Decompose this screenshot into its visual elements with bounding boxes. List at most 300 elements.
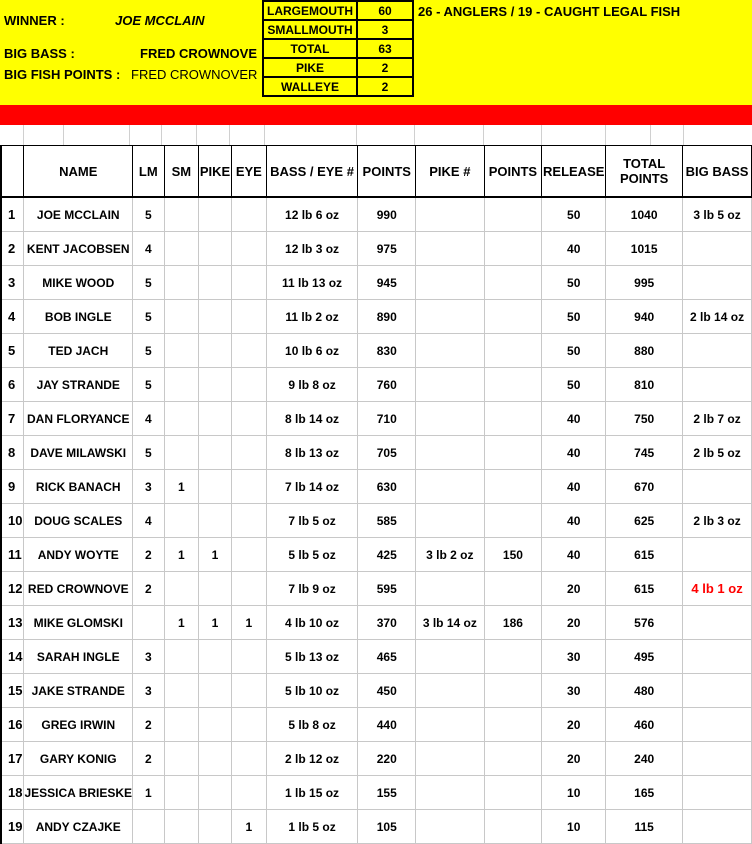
name-cell: JESSICA BRIESKE <box>24 776 133 810</box>
sm-cell <box>164 368 198 402</box>
pike-cell <box>199 572 232 606</box>
eye-cell: 1 <box>231 810 266 844</box>
release-cell: 10 <box>542 810 606 844</box>
eye-cell <box>231 742 266 776</box>
stats-row <box>263 20 413 39</box>
pike-weight-cell <box>416 742 484 776</box>
pike-cell <box>199 436 232 470</box>
release-cell: 20 <box>542 606 606 640</box>
pike-weight-cell <box>416 266 484 300</box>
header-row <box>1 146 752 198</box>
pike-weight-cell <box>416 572 484 606</box>
pike-weight-cell <box>416 368 484 402</box>
rank-cell: 2 <box>1 232 24 266</box>
eye-cell <box>231 368 266 402</box>
points-cell: 220 <box>358 742 416 776</box>
stat-label: SMALLMOUTH <box>263 20 357 39</box>
total-points-cell: 240 <box>606 742 683 776</box>
table-row <box>1 640 752 674</box>
points-cell: 710 <box>358 402 416 436</box>
blank-grid-row <box>0 125 752 145</box>
eye-cell <box>231 504 266 538</box>
big-bass-cell <box>683 334 752 368</box>
big-bass-cell: 2 lb 3 oz <box>683 504 752 538</box>
stat-label: TOTAL <box>263 39 357 58</box>
big-bass-cell <box>683 742 752 776</box>
big-bass-cell <box>683 640 752 674</box>
rank-cell: 9 <box>1 470 24 504</box>
rank-cell: 1 <box>1 197 24 232</box>
bass-eye-weight-cell: 12 lb 6 oz <box>266 197 358 232</box>
big-bass-cell: 2 lb 7 oz <box>683 402 752 436</box>
pike-cell <box>199 300 232 334</box>
table-row <box>1 232 752 266</box>
lm-header: LM <box>133 146 165 198</box>
pike-cell <box>199 776 232 810</box>
pike-weight-cell <box>416 232 484 266</box>
pike-points-cell <box>484 300 542 334</box>
points-cell: 585 <box>358 504 416 538</box>
bass-eye-weight-cell: 4 lb 10 oz <box>266 606 358 640</box>
table-row <box>1 776 752 810</box>
stats-row <box>263 77 413 96</box>
release-cell: 40 <box>542 402 606 436</box>
big-bass-cell <box>683 810 752 844</box>
pike-points-cell <box>484 368 542 402</box>
sm-cell <box>164 300 198 334</box>
pike-points-cell <box>484 334 542 368</box>
eye-cell <box>231 708 266 742</box>
points-cell: 105 <box>358 810 416 844</box>
lm-cell: 5 <box>133 368 165 402</box>
pike-cell <box>199 470 232 504</box>
lm-cell: 4 <box>133 504 165 538</box>
bass-eye-weight-cell: 1 lb 5 oz <box>266 810 358 844</box>
bass-eye-weight-cell: 8 lb 14 oz <box>266 402 358 436</box>
name-cell: KENT JACOBSEN <box>24 232 133 266</box>
pike-points-cell <box>484 810 542 844</box>
rank-cell: 5 <box>1 334 24 368</box>
points-cell: 705 <box>358 436 416 470</box>
lm-cell: 2 <box>133 708 165 742</box>
name-cell: DAN FLORYANCE <box>24 402 133 436</box>
total-points-cell: 615 <box>606 538 683 572</box>
sm-cell <box>164 504 198 538</box>
points-cell: 465 <box>358 640 416 674</box>
lm-cell: 5 <box>133 436 165 470</box>
lm-cell: 2 <box>133 538 165 572</box>
bass-eye-weight-cell: 11 lb 13 oz <box>266 266 358 300</box>
pike-points-cell <box>484 470 542 504</box>
points-cell: 370 <box>358 606 416 640</box>
results-table <box>0 145 752 844</box>
pike-points-cell <box>484 232 542 266</box>
table-row <box>1 402 752 436</box>
points-cell: 155 <box>358 776 416 810</box>
bass-eye-weight-cell: 5 lb 8 oz <box>266 708 358 742</box>
table-row <box>1 334 752 368</box>
pike-weight-header: PIKE # <box>416 146 484 198</box>
sm-header: SM <box>164 146 198 198</box>
pike-cell <box>199 266 232 300</box>
release-cell: 50 <box>542 368 606 402</box>
table-row <box>1 674 752 708</box>
pike-cell <box>199 810 232 844</box>
release-cell: 20 <box>542 708 606 742</box>
eye-cell <box>231 300 266 334</box>
eye-cell <box>231 572 266 606</box>
pike-weight-cell <box>416 470 484 504</box>
total-points-cell: 880 <box>606 334 683 368</box>
name-cell: JAY STRANDE <box>24 368 133 402</box>
points-cell: 830 <box>358 334 416 368</box>
eye-cell <box>231 470 266 504</box>
rank-cell: 12 <box>1 572 24 606</box>
sm-cell <box>164 197 198 232</box>
release-cell: 40 <box>542 538 606 572</box>
release-header: RELEASE <box>542 146 606 198</box>
sm-cell <box>164 708 198 742</box>
lm-cell: 5 <box>133 334 165 368</box>
points-cell: 595 <box>358 572 416 606</box>
total-points-cell: 940 <box>606 300 683 334</box>
lm-cell: 3 <box>133 674 165 708</box>
bass-eye-weight-cell: 1 lb 15 oz <box>266 776 358 810</box>
name-cell: GREG IRWIN <box>24 708 133 742</box>
pike-weight-cell <box>416 776 484 810</box>
rank-cell: 6 <box>1 368 24 402</box>
total-points-cell: 745 <box>606 436 683 470</box>
sm-cell <box>164 402 198 436</box>
big-fish-points-name: FRED CROWNOVER <box>131 67 258 82</box>
sm-cell <box>164 334 198 368</box>
stats-table <box>262 0 414 97</box>
name-cell: BOB INGLE <box>24 300 133 334</box>
pike-header: PIKE <box>199 146 232 198</box>
total-points-cell: 625 <box>606 504 683 538</box>
eye-cell: 1 <box>231 606 266 640</box>
lm-cell: 2 <box>133 572 165 606</box>
lm-cell: 1 <box>133 776 165 810</box>
name-cell: JAKE STRANDE <box>24 674 133 708</box>
pike-points-cell <box>484 197 542 232</box>
name-cell: RED CROWNOVE <box>24 572 133 606</box>
total-points-cell: 995 <box>606 266 683 300</box>
release-cell: 50 <box>542 300 606 334</box>
release-cell: 50 <box>542 197 606 232</box>
table-row <box>1 266 752 300</box>
pike-cell <box>199 334 232 368</box>
pike-weight-cell <box>416 708 484 742</box>
lm-cell: 3 <box>133 470 165 504</box>
pike-cell <box>199 368 232 402</box>
pike-points-cell <box>484 572 542 606</box>
total-points-cell: 460 <box>606 708 683 742</box>
pike-cell <box>199 708 232 742</box>
table-row <box>1 436 752 470</box>
rank-cell: 16 <box>1 708 24 742</box>
total-points-cell: 576 <box>606 606 683 640</box>
red-divider <box>0 105 752 125</box>
stats-row <box>263 58 413 77</box>
sm-cell <box>164 674 198 708</box>
big-bass-header: BIG BASS <box>683 146 752 198</box>
big-bass-cell <box>683 266 752 300</box>
total-points-cell: 810 <box>606 368 683 402</box>
points-cell: 975 <box>358 232 416 266</box>
sm-cell <box>164 810 198 844</box>
pike-points-cell <box>484 504 542 538</box>
sm-cell <box>164 572 198 606</box>
lm-cell: 3 <box>133 640 165 674</box>
pike-weight-cell <box>416 810 484 844</box>
pike-points-cell <box>484 436 542 470</box>
rank-cell: 19 <box>1 810 24 844</box>
pike-weight-cell <box>416 197 484 232</box>
release-cell: 40 <box>542 436 606 470</box>
eye-cell <box>231 402 266 436</box>
big-bass-cell <box>683 674 752 708</box>
total-points-cell: 165 <box>606 776 683 810</box>
stat-label: WALLEYE <box>263 77 357 96</box>
bass-eye-weight-cell: 7 lb 9 oz <box>266 572 358 606</box>
bass-eye-weight-cell: 2 lb 12 oz <box>266 742 358 776</box>
table-row <box>1 810 752 844</box>
name-cell: ANDY CZAJKE <box>24 810 133 844</box>
sm-cell: 1 <box>164 538 198 572</box>
table-row <box>1 504 752 538</box>
total-points-cell: 480 <box>606 674 683 708</box>
release-cell: 50 <box>542 266 606 300</box>
rank-cell: 15 <box>1 674 24 708</box>
bass-eye-weight-cell: 11 lb 2 oz <box>266 300 358 334</box>
name-cell: JOE MCCLAIN <box>24 197 133 232</box>
eye-cell <box>231 776 266 810</box>
lm-cell: 5 <box>133 197 165 232</box>
total-points-cell: 1040 <box>606 197 683 232</box>
lm-cell <box>133 810 165 844</box>
total-points-cell: 1015 <box>606 232 683 266</box>
pike-cell <box>199 197 232 232</box>
total-points-header: TOTAL POINTS <box>606 146 683 198</box>
points-cell: 890 <box>358 300 416 334</box>
rank-cell: 8 <box>1 436 24 470</box>
lm-cell: 2 <box>133 742 165 776</box>
stat-label: PIKE <box>263 58 357 77</box>
lm-cell: 4 <box>133 402 165 436</box>
pike-weight-cell <box>416 300 484 334</box>
pike-weight-cell <box>416 674 484 708</box>
pike-points-cell <box>484 266 542 300</box>
points-cell: 945 <box>358 266 416 300</box>
big-bass-cell <box>683 538 752 572</box>
total-points-cell: 670 <box>606 470 683 504</box>
big-bass-cell: 2 lb 14 oz <box>683 300 752 334</box>
pike-cell <box>199 742 232 776</box>
release-cell: 30 <box>542 674 606 708</box>
eye-cell <box>231 232 266 266</box>
stat-value: 63 <box>357 39 413 58</box>
table-row <box>1 470 752 504</box>
pike-cell <box>199 232 232 266</box>
winner-name: JOE MCCLAIN <box>115 13 205 28</box>
rank-cell: 17 <box>1 742 24 776</box>
eye-cell <box>231 334 266 368</box>
big-bass-cell <box>683 776 752 810</box>
rank-cell: 14 <box>1 640 24 674</box>
name-cell: SARAH INGLE <box>24 640 133 674</box>
points-cell: 450 <box>358 674 416 708</box>
sm-cell <box>164 266 198 300</box>
lm-cell: 5 <box>133 300 165 334</box>
total-points-cell: 750 <box>606 402 683 436</box>
name-cell: ANDY WOYTE <box>24 538 133 572</box>
stat-label: LARGEMOUTH <box>263 1 357 20</box>
release-cell: 40 <box>542 232 606 266</box>
rank-cell: 3 <box>1 266 24 300</box>
pike-cell <box>199 504 232 538</box>
stat-value: 3 <box>357 20 413 39</box>
stat-value: 2 <box>357 58 413 77</box>
pike-points-cell <box>484 674 542 708</box>
eye-cell <box>231 436 266 470</box>
rank-cell: 11 <box>1 538 24 572</box>
release-cell: 50 <box>542 334 606 368</box>
sm-cell: 1 <box>164 606 198 640</box>
big-bass-cell: 2 lb 5 oz <box>683 436 752 470</box>
big-bass-cell <box>683 470 752 504</box>
points-header: POINTS <box>358 146 416 198</box>
release-cell: 20 <box>542 742 606 776</box>
bass-eye-weight-cell: 7 lb 14 oz <box>266 470 358 504</box>
total-points-cell: 495 <box>606 640 683 674</box>
sm-cell <box>164 436 198 470</box>
rank-cell: 7 <box>1 402 24 436</box>
big-bass-cell <box>683 232 752 266</box>
lm-cell: 4 <box>133 232 165 266</box>
lm-cell <box>133 606 165 640</box>
rank-header <box>1 146 24 198</box>
stat-value: 60 <box>357 1 413 20</box>
rank-cell: 4 <box>1 300 24 334</box>
table-row <box>1 197 752 232</box>
big-bass-cell: 4 lb 1 oz <box>683 572 752 606</box>
pike-weight-cell <box>416 640 484 674</box>
bass-eye-weight-cell: 9 lb 8 oz <box>266 368 358 402</box>
release-cell: 20 <box>542 572 606 606</box>
table-row <box>1 300 752 334</box>
pike-weight-cell <box>416 504 484 538</box>
release-cell: 40 <box>542 504 606 538</box>
points-cell: 760 <box>358 368 416 402</box>
table-row <box>1 368 752 402</box>
summary-text: 26 - ANGLERS / 19 - CAUGHT LEGAL FISH <box>418 4 681 19</box>
eye-cell <box>231 674 266 708</box>
name-cell: MIKE GLOMSKI <box>24 606 133 640</box>
big-bass-label: BIG BASS : <box>4 46 75 61</box>
name-cell: MIKE WOOD <box>24 266 133 300</box>
bass-eye-weight-cell: 8 lb 13 oz <box>266 436 358 470</box>
pike-cell: 1 <box>199 606 232 640</box>
release-cell: 40 <box>542 470 606 504</box>
pike-points-cell <box>484 402 542 436</box>
big-fish-points-label: BIG FISH POINTS : <box>4 67 121 82</box>
sm-cell <box>164 232 198 266</box>
bass-eye-weight-header: BASS / EYE # <box>266 146 358 198</box>
pike-weight-cell: 3 lb 2 oz <box>416 538 484 572</box>
rank-cell: 13 <box>1 606 24 640</box>
stats-row <box>263 39 413 58</box>
pike-points-cell <box>484 640 542 674</box>
pike-points-cell <box>484 776 542 810</box>
pike-points-cell: 186 <box>484 606 542 640</box>
total-points-cell: 615 <box>606 572 683 606</box>
sm-cell: 1 <box>164 470 198 504</box>
points-cell: 440 <box>358 708 416 742</box>
total-points-cell: 115 <box>606 810 683 844</box>
big-bass-name: FRED CROWNOVE <box>140 46 257 61</box>
big-bass-cell <box>683 606 752 640</box>
results-body <box>1 197 752 844</box>
pike-cell: 1 <box>199 538 232 572</box>
pike-weight-cell <box>416 436 484 470</box>
big-bass-cell <box>683 368 752 402</box>
rank-cell: 10 <box>1 504 24 538</box>
table-row <box>1 742 752 776</box>
name-cell: TED JACH <box>24 334 133 368</box>
release-cell: 30 <box>542 640 606 674</box>
stat-value: 2 <box>357 77 413 96</box>
sm-cell <box>164 742 198 776</box>
pike-points-cell: 150 <box>484 538 542 572</box>
points-cell: 630 <box>358 470 416 504</box>
pike-weight-cell <box>416 402 484 436</box>
rank-cell: 18 <box>1 776 24 810</box>
eye-cell <box>231 266 266 300</box>
name-cell: DAVE MILAWSKI <box>24 436 133 470</box>
table-row <box>1 708 752 742</box>
bass-eye-weight-cell: 5 lb 13 oz <box>266 640 358 674</box>
table-left-border <box>0 145 2 842</box>
name-cell: DOUG SCALES <box>24 504 133 538</box>
lm-cell: 5 <box>133 266 165 300</box>
pike-cell <box>199 674 232 708</box>
name-cell: RICK BANACH <box>24 470 133 504</box>
eye-header: EYE <box>231 146 266 198</box>
bass-eye-weight-cell: 10 lb 6 oz <box>266 334 358 368</box>
table-row <box>1 538 752 572</box>
big-bass-cell: 3 lb 5 oz <box>683 197 752 232</box>
winner-label: WINNER : <box>4 13 65 28</box>
big-bass-cell <box>683 708 752 742</box>
eye-cell <box>231 640 266 674</box>
pike-cell <box>199 402 232 436</box>
sm-cell <box>164 776 198 810</box>
pike-weight-cell: 3 lb 14 oz <box>416 606 484 640</box>
bass-eye-weight-cell: 5 lb 10 oz <box>266 674 358 708</box>
name-cell: GARY KONIG <box>24 742 133 776</box>
bass-eye-weight-cell: 12 lb 3 oz <box>266 232 358 266</box>
points-cell: 425 <box>358 538 416 572</box>
bass-eye-weight-cell: 5 lb 5 oz <box>266 538 358 572</box>
bass-eye-weight-cell: 7 lb 5 oz <box>266 504 358 538</box>
points-cell: 990 <box>358 197 416 232</box>
eye-cell <box>231 197 266 232</box>
pike-weight-cell <box>416 334 484 368</box>
pike-points-header: POINTS <box>484 146 542 198</box>
name-header: NAME <box>24 146 133 198</box>
release-cell: 10 <box>542 776 606 810</box>
